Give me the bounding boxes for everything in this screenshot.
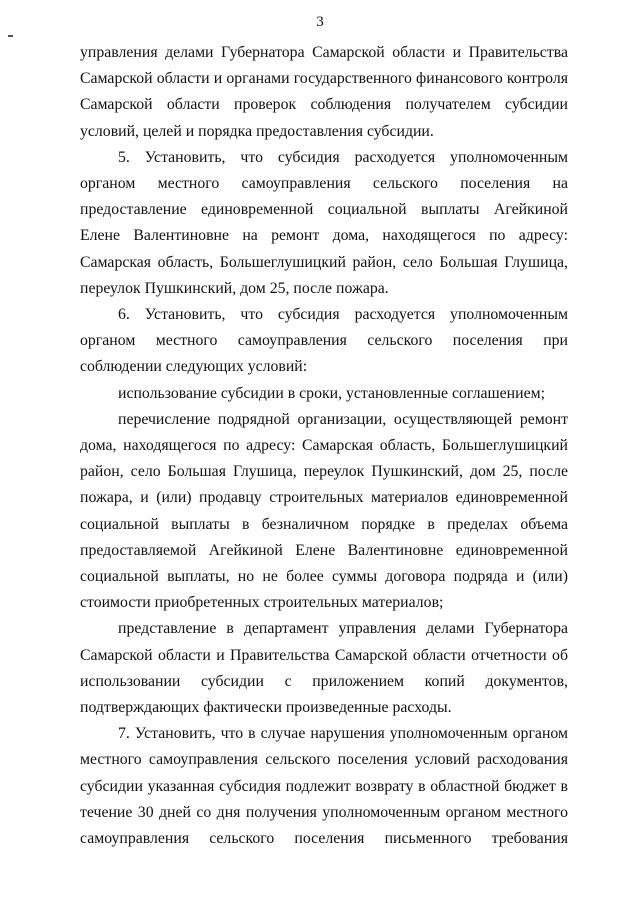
scan-mark: [8, 35, 13, 37]
paragraph-item-7: 7. Установить, что в случае нарушения уполномоченным органом местного самоуправления сельского поселения условий расходования субсидии указанная субсидия подлежит возврату в областной бюджет в течение 30 дней со дня получения уполномоченным органом местного самоуправления сельского поселения письменного требования: [80, 725, 568, 848]
document-body: [80, 40, 568, 852]
paragraph-item-6: 6. Установить, что субсидия расходуется уполномоченным органом местного самоуправления сельского поселения при соблюдении следующих условий:: [80, 306, 568, 376]
paragraph-condition-1: использование субсидии в сроки, установленные соглашением;: [118, 384, 545, 402]
paragraph-condition-3: представление в департамент управления делами Губернатора Самарской области и Правительства Самарской области отчетности об использовании субсидии с приложением копий документов, подтверждающих фактически произведенные расходы.: [80, 620, 568, 717]
paragraph-continuation: управления делами Губернатора Самарской области и Правительства Самарской области и органами государственного финансового контроля Самарской области проверок соблюдения получателем субсидии условий, целей и порядка предоставления субсидии.: [80, 44, 568, 140]
paragraph-condition-2: перечисление подрядной организации, осуществляющей ремонт дома, находящегося по адресу: Самарская область, Большеглушицкий район, село Большая Глушица, переулок Пушкинский, дом 25, после пожара, и (или) продавцу строительных материалов единовременной социальной выплаты в безналичном порядке в пределах объема предоставляемой Агейкиной Елене Валентиновне единовременной социальной выплаты, но не более суммы договора подряда и (или) стоимости приобретенных строительных материалов;: [80, 410, 568, 612]
paragraph-item-5: 5. Установить, что субсидия расходуется уполномоченным органом местного самоуправления сельского поселения на предоставление единовременной социальной выплаты Агейкиной Елене Валентиновне на ремонт дома, находящегося по адресу: Самарская область, Большеглушицкий район, село Большая Глушица, переулок Пушкинский, дом 25, после пожара.: [80, 148, 568, 297]
page-number: 3: [316, 14, 324, 30]
